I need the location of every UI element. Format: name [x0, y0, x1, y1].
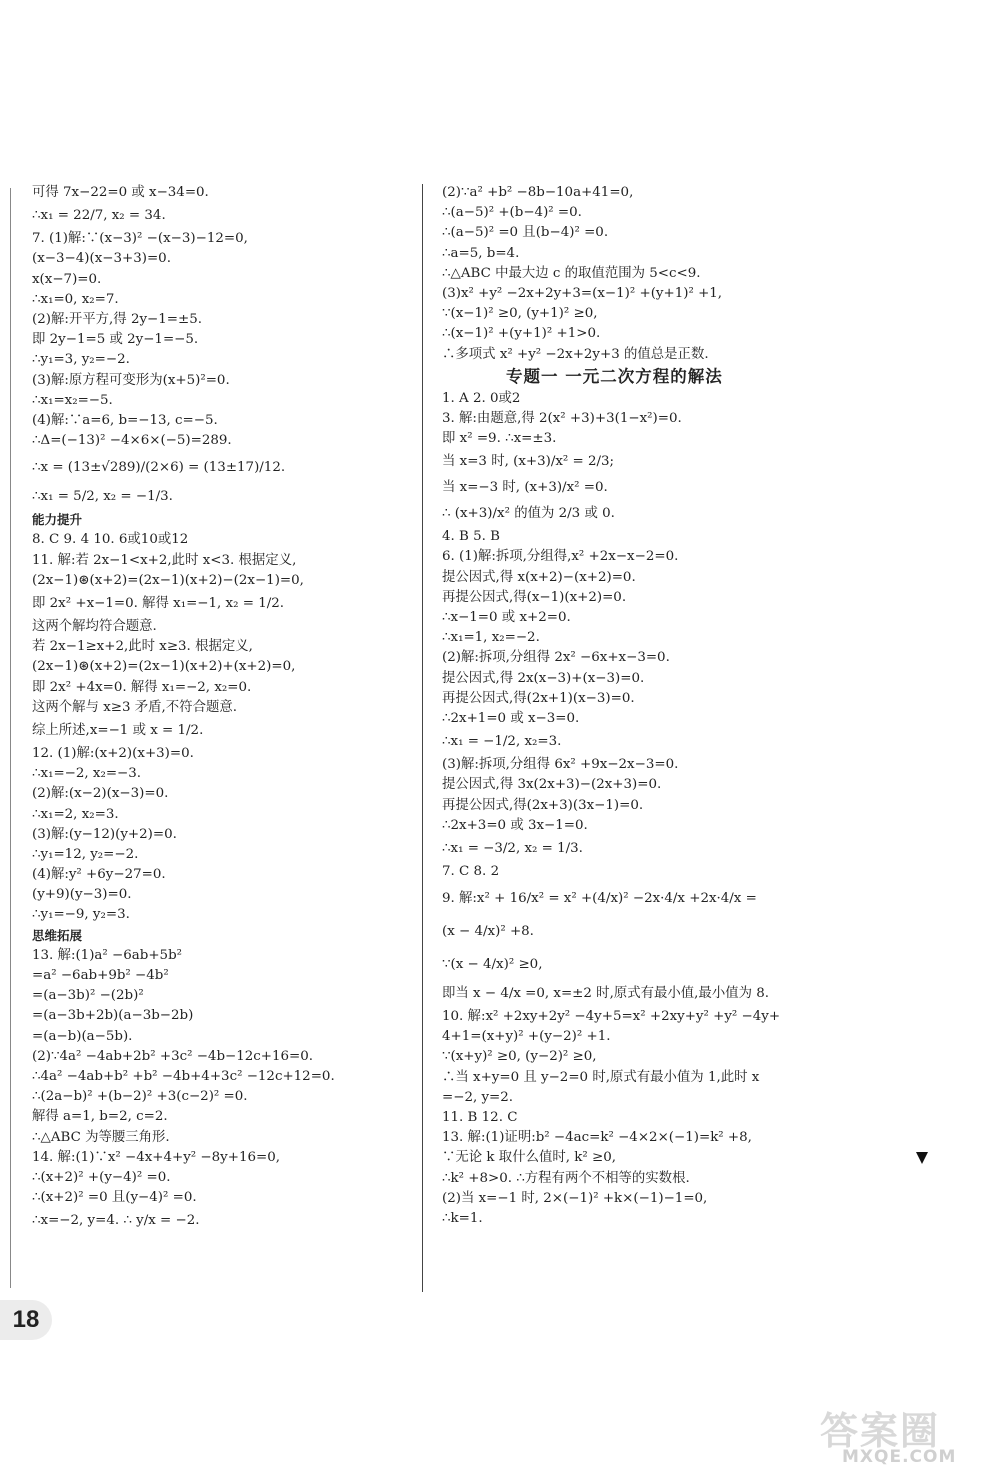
answer-line: ∴当 x+y=0 且 y−2=0 时,原式有最小值为 1,此时 x	[442, 1069, 760, 1085]
answer-line: 这两个解均符合题意.	[32, 619, 157, 634]
answer-line: ∴△ABC 为等腰三角形.	[32, 1129, 170, 1145]
answer-line: 即当 x − 4/x =0, x=±2 时,原式有最小值,最小值为 8.	[442, 986, 770, 1002]
answer-line: 再提公因式,得(2x+3)(3x−1)=0.	[442, 797, 644, 813]
answer-line: 10. 解:x² +2xy+2y² −4y+5=x² +2xy+y² +y² −4y+	[442, 1009, 781, 1025]
answer-line: (3)解:拆项,分组得 6x² +9x−2x−3=0.	[442, 757, 679, 773]
answer-line: ∴x₁=2, x₂=3.	[32, 806, 119, 822]
left-margin-rule	[10, 188, 11, 1288]
watermark-url: MXQE.COM	[842, 1447, 957, 1467]
answer-line: ∵无论 k 取什么值时, k² ≥0,	[442, 1150, 616, 1166]
answer-line: ∴a=5, b=4.	[442, 245, 520, 261]
answer-line: (3)x² +y² −2x+2y+3=(x−1)² +(y+1)² +1,	[442, 285, 723, 301]
answer-line: ∴(x−1)² +(y+1)² +1>0.	[442, 326, 601, 342]
answer-line: ∴x₁ = 5/2, x₂ = −1/3.	[32, 489, 173, 505]
answer-line: ∴x=−2, y=4. ∴ y/x = −2.	[32, 1213, 200, 1229]
answer-line: =(a−3b+2b)(a−3b−2b)	[32, 1008, 194, 1024]
answer-line: (y+9)(y−3)=0.	[32, 887, 132, 903]
answer-line: ∴(x+2)² =0 且(y−4)² =0.	[32, 1190, 197, 1206]
column-divider	[422, 184, 423, 1292]
answer-line: ∴x₁ = −3/2, x₂ = 1/3.	[442, 840, 583, 856]
answer-line: 即 2x² +x−1=0. 解得 x₁=−1, x₂ = 1/2.	[32, 596, 284, 611]
answer-line: 即 x² =9. ∴x=±3.	[442, 431, 557, 447]
answer-line: ∴ (x+3)/x² 的值为 2/3 或 0.	[442, 506, 615, 522]
answer-line: 即 2x² +4x=0. 解得 x₁=−2, x₂=0.	[32, 679, 252, 695]
answer-line: 12. (1)解:(x+2)(x+3)=0.	[32, 745, 194, 761]
answer-line: (4)解:y² +6y−27=0.	[32, 867, 166, 883]
answer-line: ∴(a−5)² +(b−4)² =0.	[442, 205, 582, 221]
answer-line: (x−3−4)(x−3+3)=0.	[32, 251, 171, 267]
answer-line: (2)∵4a² −4ab+2b² +3c² −4b−12c+16=0.	[32, 1048, 314, 1064]
answer-line: ∵(x−1)² ≥0, (y+1)² ≥0,	[442, 306, 598, 322]
answer-line: =(a−b)(a−5b).	[32, 1028, 133, 1044]
answer-line: 8. C 9. 4 10. 6或10或12	[32, 532, 189, 548]
answer-line: ∴x₁ = 22/7, x₂ = 34.	[32, 208, 166, 224]
answer-line: ∴k² +8>0. ∴方程有两个不相等的实数根.	[442, 1170, 690, 1186]
answer-line: 1. A 2. 0或2	[442, 390, 521, 406]
answer-line: (2)解:开平方,得 2y−1=±5.	[32, 311, 202, 327]
answer-line: ∴x₁=x₂=−5.	[32, 392, 113, 408]
answer-line: ∴y₁=−9, y₂=3.	[32, 907, 130, 923]
answer-line: 7. (1)解:∵(x−3)² −(x−3)−12=0,	[32, 231, 248, 247]
answer-line: 解得 a=1, b=2, c=2.	[32, 1109, 168, 1125]
answer-line: (x − 4/x)² +8.	[442, 924, 534, 940]
answer-line: 4. B 5. B	[442, 529, 501, 545]
answer-line: ∴k=1.	[442, 1210, 483, 1226]
answer-line: (2)解:(x−2)(x−3)=0.	[32, 786, 169, 802]
answer-line: ∴x−1=0 或 x+2=0.	[442, 610, 571, 625]
answer-line: 11. B 12. C	[442, 1110, 518, 1125]
answer-line: ∴2x+3=0 或 3x−1=0.	[442, 817, 588, 833]
answer-line: ∴x₁ = −1/2, x₂=3.	[442, 734, 562, 750]
answer-line: 当 x=3 时, (x+3)/x² = 2/3;	[442, 454, 615, 470]
answer-line: 可得 7x−22=0 或 x−34=0.	[32, 185, 209, 200]
section-heading: 能力提升	[32, 512, 83, 528]
answer-line: 若 2x−1≥x+2,此时 x≥3. 根据定义,	[32, 639, 253, 655]
page-number: 18	[0, 1300, 52, 1340]
answer-line: =(a−3b)² −(2b)²	[32, 988, 144, 1004]
answer-line: (2x−1)⊛(x+2)=(2x−1)(x+2)−(2x−1)=0,	[32, 572, 304, 588]
answer-line: ∴x = (13±√289)/(2×6) = (13±17)/12.	[32, 460, 286, 476]
answer-line: 这两个解与 x≥3 矛盾,不符合题意.	[32, 699, 238, 715]
answer-line: ∴多项式 x² +y² −2x+2y+3 的值总是正数.	[442, 346, 709, 362]
right-column	[442, 183, 827, 1229]
answer-line: ∴y₁=12, y₂=−2.	[32, 846, 139, 862]
answer-line: ∴(x+2)² +(y−4)² =0.	[32, 1169, 171, 1185]
answer-line: (4)解:∵a=6, b=−13, c=−5.	[32, 412, 218, 428]
answer-line: (2)∵a² +b² −8b−10a+41=0,	[442, 185, 634, 200]
answer-line: (2x−1)⊛(x+2)=(2x−1)(x+2)+(x+2)=0,	[32, 659, 296, 675]
answer-line: (2)解:拆项,分组得 2x² −6x+x−3=0.	[442, 650, 670, 666]
answer-line: 13. 解:(1)证明:b² −4ac=k² −4×2×(−1)=k² +8,	[442, 1130, 752, 1146]
answer-line: =a² −6ab+9b² −4b²	[32, 968, 169, 983]
answer-line: 3. 解:由题意,得 2(x² +3)+3(1−x²)=0.	[442, 410, 682, 426]
answer-line: ∴Δ=(−13)² −4×6×(−5)=289.	[32, 433, 232, 449]
answer-line: 7. C 8. 2	[442, 863, 500, 879]
answer-line: ∴x₁=1, x₂=−2.	[442, 630, 540, 646]
answer-line: 提公因式,得 3x(2x+3)−(2x+3)=0.	[442, 777, 662, 793]
answer-line: ∴x₁=−2, x₂=−3.	[32, 766, 142, 782]
answer-line: 提公因式,得 x(x+2)−(x+2)=0.	[442, 569, 636, 585]
answer-line: =−2, y=2.	[442, 1089, 514, 1105]
answer-line: 13. 解:(1)a² −6ab+5b²	[32, 947, 183, 963]
answer-line: ∴(2a−b)² +(b−2)² +3(c−2)² =0.	[32, 1089, 248, 1105]
answer-line: ∴2x+1=0 或 x−3=0.	[442, 710, 580, 726]
answer-line: 提公因式,得 2x(x−3)+(x−3)=0.	[442, 670, 645, 686]
triangle-marker-icon	[916, 1152, 928, 1164]
answer-line: 再提公因式,得(x−1)(x+2)=0.	[442, 589, 627, 605]
section-heading: 思维拓展	[32, 927, 83, 943]
answer-line: 11. 解:若 2x−1<x+2,此时 x<3. 根据定义,	[32, 552, 297, 568]
answer-line: (3)解:原方程可变形为(x+5)²=0.	[32, 372, 230, 388]
answer-line: x(x−7)=0.	[32, 271, 102, 287]
section-heading: 专题一 一元二次方程的解法	[506, 366, 723, 386]
answer-line: 6. (1)解:拆项,分组得,x² +2x−x−2=0.	[442, 549, 679, 565]
answer-line: ∵(x+y)² ≥0, (y−2)² ≥0,	[442, 1049, 597, 1065]
answer-line: (3)解:(y−12)(y+2)=0.	[32, 826, 177, 842]
answer-line: ∴y₁=3, y₂=−2.	[32, 352, 130, 368]
answer-line: (2)当 x=−1 时, 2×(−1)² +k×(−1)−1=0,	[442, 1190, 708, 1206]
answer-line: ∴(a−5)² =0 且(b−4)² =0.	[442, 225, 609, 241]
left-column	[32, 183, 417, 1234]
answer-line: 当 x=−3 时, (x+3)/x² =0.	[442, 480, 608, 496]
answer-line: 综上所述,x=−1 或 x = 1/2.	[32, 722, 204, 738]
answer-line: ∴4a² −4ab+b² +b² −4b+4+3c² −12c+12=0.	[32, 1068, 335, 1084]
answer-line: 14. 解:(1)∵x² −4x+4+y² −8y+16=0,	[32, 1149, 280, 1165]
answer-line: ∴△ABC 中最大边 c 的取值范围为 5<c<9.	[442, 265, 701, 281]
answer-line: ∴x₁=0, x₂=7.	[32, 291, 119, 307]
watermark-logo: 答案圈	[820, 1409, 941, 1453]
answer-line: 再提公因式,得(2x+1)(x−3)=0.	[442, 690, 635, 706]
answer-line: 4+1=(x+y)² +(y−2)² +1.	[442, 1029, 611, 1045]
answer-line: ∵(x − 4/x)² ≥0,	[442, 957, 543, 973]
answer-line: 即 2y−1=5 或 2y−1=−5.	[32, 332, 199, 348]
answer-line: 9. 解:x² + 16/x² = x² +(4/x)² −2x·4/x +2x·4/x =	[442, 891, 757, 907]
